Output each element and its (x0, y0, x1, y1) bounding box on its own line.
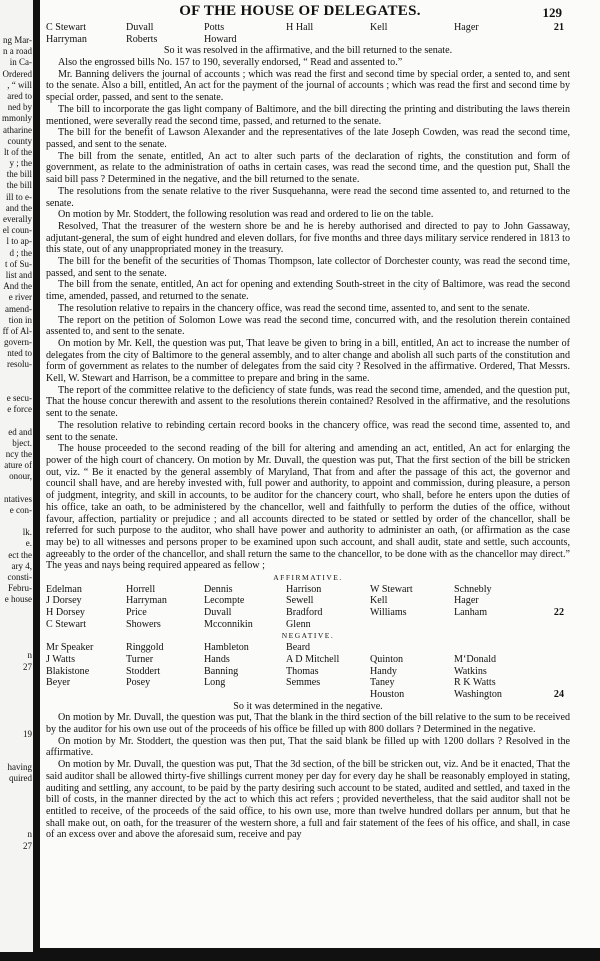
vote-total (544, 666, 564, 678)
previous-page-line: 19 (23, 728, 32, 739)
previous-page-line: ature of (4, 460, 32, 471)
member-name: Harryman (46, 33, 87, 45)
member-name: W Stewart (370, 583, 413, 595)
paragraph: The resolutions from the senate relative to the river Susquehanna, were read the second time assented to, and returned to the senate. (46, 185, 570, 209)
member-name: Long (204, 677, 226, 689)
previous-page-line: consti- (7, 572, 32, 582)
member-name: Posey (126, 677, 151, 689)
previous-page-line (2, 706, 32, 717)
member-name: Dennis (204, 583, 233, 595)
previous-page-line: mmonly (1, 113, 32, 124)
previous-page-line: atharine (3, 124, 32, 135)
vote-total (544, 595, 564, 607)
previous-page-line: lt of the (4, 146, 32, 157)
previous-page-line: the bill (6, 169, 32, 180)
member-name: Hager (454, 22, 479, 33)
member-name: Roberts (126, 33, 158, 45)
paragraph: On motion by Mr. Stoddert, the question was then put, That the said blank be filled up with 1200 dollars ? Resolved in the affirmative. (46, 735, 570, 759)
member-name: Duvall (204, 607, 232, 619)
paragraph: On motion by Mr. Kell, the question was put, That leave be given to bring in a bill, entitled, An act to increase the number of delegates from the city of Baltimore to the general assembly, and to alter change and abolish all such parts of the constitution and form of government as relates to the number of delegates from the said city ? Resolved in the affirmative. Ordered, That Messrs. Kell, W. Stewart and Harrison, be a committee to prepare and bring in the same. (46, 337, 570, 385)
previous-page-line: tion in (8, 314, 32, 325)
member-name: Harryman (126, 595, 167, 607)
member-name (370, 619, 454, 631)
previous-page-line: And the (3, 281, 32, 292)
member-name: Hambleton (204, 642, 249, 654)
member-name (454, 642, 544, 654)
member-name (454, 34, 544, 46)
paragraph: The bill for the benefit of the securities of Thomas Thompson, late collector of Dorchester county, was read the second time, passed, and sent to the senate. (46, 256, 570, 279)
paragraph: The bill for the benefit of Lawson Alexander and the representatives of the late Joseph Cowden, was read the second time, passed, and sent to the senate. (46, 127, 570, 150)
previous-page-line (2, 740, 32, 751)
previous-page-line: everally (3, 214, 32, 224)
previous-page-line (2, 695, 32, 706)
proceedings-section-1 (46, 45, 570, 572)
previous-page-line: ed and (8, 426, 32, 437)
previous-page-line: ect the (8, 549, 32, 560)
paragraph: The resolution relative to repairs in the chancery office, was read the second time, assented to, and sent to the senate. (58, 302, 530, 314)
paragraph: The bill from the senate, entitled, An act to alter such parts of the declaration of rights, the constitution and form of government, as relate to the administration of oaths in certain cases, was read the second time, and the question put, Shall the said bill pass ? Determined in the negative, and the bill returned to the senate. (46, 150, 570, 186)
previous-page-line: Febru- (8, 583, 32, 594)
negative-heading: NEGATIVE. (281, 631, 335, 641)
previous-page-line: quired (9, 773, 32, 784)
paragraph: Also the engrossed bills No. 157 to 190, severally endorsed, “ Read and assented to.” (58, 57, 403, 69)
member-name: Duvall (126, 22, 154, 33)
previous-page-line (2, 606, 32, 617)
paragraph: The report of the committee relative to the deficiency of state funds, was read the second time, amended, and the question put, That the house concur therewith and assent to the resolutions therein contained? Resolved in the affirmative, and the resolutions sent to the senate. (46, 384, 570, 420)
previous-page-line: y ; the (9, 158, 32, 169)
member-name: A D Mitchell (286, 653, 340, 665)
member-name: Watkins (454, 665, 487, 677)
document-page (40, 0, 600, 948)
member-name: Williams (370, 607, 407, 619)
member-name: Beard (286, 642, 311, 654)
affirmative-heading: AFFIRMATIVE. (273, 573, 343, 583)
previous-page-line: amend- (5, 303, 32, 314)
member-name: Lanham (454, 607, 488, 619)
paragraph: On motion by Mr. Duvall, the question was put, That the 3d section, of the bill be stricken out, viz. And be it enacted, That the said auditor shall be allowed thirty-five shillings current money per day for every day he shall be reasonably employed in stating, auditing and settling, any account, to be paid by the party desiring such account to be stated, audited and settled, and taxed in the bill of costs, in the manner directed by the act to which this act refers ; provided nevertheless, that the said auditor shall not be entitled to receive, of the proceeds of the said office, to his own use, more than twelve hundred dollars per annum, but that he shall make out, on oath, for the treasurer of the western shore, a full and fair statement of the fees of his office, and shall, in case of an excess over and above the aforesaid sum, receive and pay (46, 759, 570, 841)
previous-page-line: e river (8, 292, 32, 303)
member-name: J Dorsey (46, 595, 82, 607)
previous-page-line: e secu- (6, 393, 32, 403)
previous-page-line: county (7, 135, 32, 146)
page-header-title: OF THE HOUSE OF DELEGATES. (179, 3, 421, 19)
paragraph: The bill from the senate, entitled, An act for opening and extending South-street in the city of Baltimore, was read the second time, amended, passed, and returned to the senate. (46, 279, 570, 303)
member-name: Edelman (46, 583, 82, 595)
member-name: Thomas (286, 665, 319, 677)
previous-page-line: e house (4, 594, 32, 605)
vote-total (544, 34, 564, 46)
member-name (454, 619, 544, 631)
member-name: H Hall (286, 22, 314, 33)
previous-page-line: n (27, 829, 32, 840)
previous-page-line: nted to (7, 348, 32, 359)
member-name (46, 689, 126, 701)
member-name: Banning (204, 665, 239, 677)
previous-page-line: govern- (4, 337, 32, 348)
member-name (370, 34, 454, 46)
vote-total: 22 (553, 607, 564, 619)
member-name: R K Watts (454, 677, 496, 689)
previous-page-line: ntatives (4, 493, 32, 504)
member-name: Showers (126, 618, 161, 630)
previous-page-line: list and (5, 269, 32, 280)
previous-page-line: resolu- (7, 359, 32, 370)
page-number: 129 (542, 5, 562, 20)
paragraph: The house proceeded to the second reading of the bill for altering and amending an act, entitled, An act for enlarging the power of the high court of chancery. On motion by Mr. Duvall, the question was put, That the first section of the bill be stricken out, viz. “ Be it enacted by the general assembly of Maryland, That from and after the passage of this act, the governor and council shall have, and are hereby invested with, full power and authority, to appoint and commission, during pleasure, a person of judgment, integrity, and skill in accounts, to be auditor for the chancery court, who shall, before he enters upon the duties of his office, take an oath, to be administered by the chancellor, well and faithfully to perform the duties of the office, without favour, affection, partiality or prejudice ; and all accounts directed to be stated or settled by order of the chancellor, shall be referred for such purpose to the auditor, who shall have power and authority to administer an oath, (or affirmation as the case may be) to all witnesses and persons proper to be examined upon such account, and shall audit, state and settle, such accounts, agreeably to the order of the chancellor, and shall return the same to the chancellor, to be done with as the chancellor may direct.” The yeas and nays being required appeared as fellow ; (46, 443, 570, 572)
paragraph: So it was resolved in the affirmative, and the bill returned to the senate. (163, 45, 453, 57)
member-name: Houston (370, 688, 405, 700)
previous-page-line (2, 483, 32, 494)
member-name: C Stewart (46, 22, 87, 33)
member-name: Kell (370, 595, 388, 607)
previous-page-line: l to ap- (6, 236, 32, 247)
paragraph: The bill to incorporate the gas light company of Baltimore, and the bill directing the printing and distributing the laws therein mentioned, were severally read the second time, passed, and returned to the senate. (46, 103, 570, 127)
previous-page-line: ng Mar- (2, 35, 32, 45)
member-name: Hands (204, 653, 230, 665)
previous-page-line: t of Su- (5, 258, 32, 269)
previous-page-line: 27 (23, 840, 32, 851)
member-name: Hager (454, 595, 479, 607)
previous-page-line: in Ca- (9, 57, 32, 68)
previous-page-line: ff of Al- (2, 325, 32, 336)
member-name: Lecompte (204, 595, 245, 607)
member-name: Price (126, 607, 147, 619)
vote-total: 21 (553, 22, 564, 33)
member-name: Mr Speaker (46, 642, 94, 654)
negative-vote-list (46, 642, 570, 700)
previous-page-line: the bill (6, 180, 32, 191)
previous-page-line: d ; the (9, 247, 32, 258)
vote-total: 24 (553, 688, 564, 700)
member-name: Blakistone (46, 665, 90, 677)
previous-page-line (2, 415, 32, 426)
previous-page-fragment (0, 0, 33, 952)
paragraph: The report on the petition of Solomon Lowe was read the second time, concurred with, and the resolution therein contained assented to, and sent to the senate. (46, 314, 570, 338)
paragraph: On motion by Mr. Stoddert, the following resolution was read and ordered to lie on the table. (58, 209, 434, 221)
previous-page-line: e con- (9, 504, 32, 515)
member-name: Howard (204, 33, 237, 45)
previous-page-line (2, 673, 32, 684)
previous-page-line (2, 628, 32, 639)
paragraph: Mr. Banning delivers the journal of accounts ; which was read the first and second time by special order, a sented to, and sent to the senate. Also a bill, entitled, An act for the payment of the journal of accounts ; which was read the first and second time by special order, passed, and sent to the senate. (46, 68, 570, 104)
member-name: Horrell (126, 583, 156, 595)
previous-page-line: ned by (7, 102, 32, 113)
previous-page-line: , “ will (7, 79, 32, 90)
vote-total (544, 619, 564, 631)
previous-page-line: e. (25, 538, 32, 549)
member-name: Semmes (286, 677, 321, 689)
member-name: Turner (126, 653, 154, 665)
vote-total (544, 584, 564, 596)
member-name: Ringgold (126, 642, 164, 654)
previous-page-line (2, 818, 32, 829)
page-body (46, 22, 570, 841)
member-name: Kell (370, 22, 388, 33)
member-name: Taney (370, 677, 395, 689)
member-name (370, 642, 454, 654)
member-name: J Watts (46, 653, 76, 665)
member-name: Handy (370, 665, 397, 677)
previous-page-line: and the (5, 202, 32, 213)
affirmative-vote-list (46, 584, 570, 631)
previous-page-line: onour, (9, 471, 32, 482)
previous-page-line (2, 639, 32, 650)
member-name: C Stewart (46, 618, 87, 630)
previous-page-line: bject. (12, 437, 32, 448)
member-name (286, 34, 370, 46)
previous-page-line (2, 371, 32, 382)
previous-page-line (2, 796, 32, 807)
member-name (204, 689, 286, 701)
previous-page-line: lk. (22, 527, 32, 538)
previous-page-line (2, 382, 32, 393)
member-name: Mcconnikin (204, 618, 253, 630)
previous-page-line: ncy the (5, 448, 32, 459)
top-vote-list (46, 22, 570, 45)
member-name (286, 689, 370, 701)
previous-page-text (2, 35, 32, 852)
previous-page-line (2, 751, 32, 762)
previous-page-line: ary 4, (11, 560, 32, 571)
member-name: Schnebly (454, 583, 492, 595)
previous-page-line: n (27, 650, 32, 661)
previous-page-line: e force (7, 404, 32, 415)
previous-page-line (2, 717, 32, 728)
previous-page-line: Ordered (2, 68, 32, 79)
proceedings-section-2 (46, 712, 570, 841)
previous-page-line: ill to e- (6, 191, 32, 202)
previous-page-line (2, 785, 32, 796)
member-name: H Dorsey (46, 607, 85, 619)
member-name (126, 689, 204, 701)
vote-total (544, 642, 564, 654)
previous-page-line: having (7, 762, 32, 773)
previous-page-line (2, 516, 32, 527)
member-name: Sewell (286, 595, 314, 607)
previous-page-line (2, 617, 32, 628)
previous-page-line: n a road (3, 46, 32, 57)
member-name: Potts (204, 22, 225, 33)
previous-page-line: ared to (7, 90, 32, 101)
paragraph: Resolved, That the treasurer of the western shore be and he is hereby authorised and directed to pay to John Gassaway, adjutant-general, the sum of eight hundred and eleven dollars, for five months and three days military service rendered in 1813 to this state, out of any unappropriated money in the treasury. (46, 220, 570, 256)
member-name: Beyer (46, 677, 71, 689)
vote-total (544, 677, 564, 689)
member-name: Quinton (370, 653, 404, 665)
paragraph: The resolution relative to rebinding certain record books in the chancery office, was read the second time, assented to, and sent to the senate. (46, 419, 570, 443)
member-name: M‘Donald (454, 653, 497, 665)
vote-result: So it was determined in the negative. (233, 700, 383, 712)
paragraph: On motion by Mr. Duvall, the question was put, That the blank in the third section of the bill relative to the sum to be received by the auditor for his own use out of the proceeds of his office be filled up with 800 dollars ? Determined in the negative. (46, 712, 570, 735)
previous-page-line: el coun- (2, 225, 32, 236)
previous-page-line (2, 684, 32, 695)
previous-page-line (2, 807, 32, 818)
member-name: Washington (454, 688, 502, 700)
member-name: Bradford (286, 607, 323, 619)
vote-total (544, 654, 564, 666)
previous-page-line: 27 (23, 661, 32, 672)
member-name: Stoddert (126, 665, 161, 677)
member-name: Glenn (286, 618, 311, 630)
member-name: Harrison (286, 583, 322, 595)
